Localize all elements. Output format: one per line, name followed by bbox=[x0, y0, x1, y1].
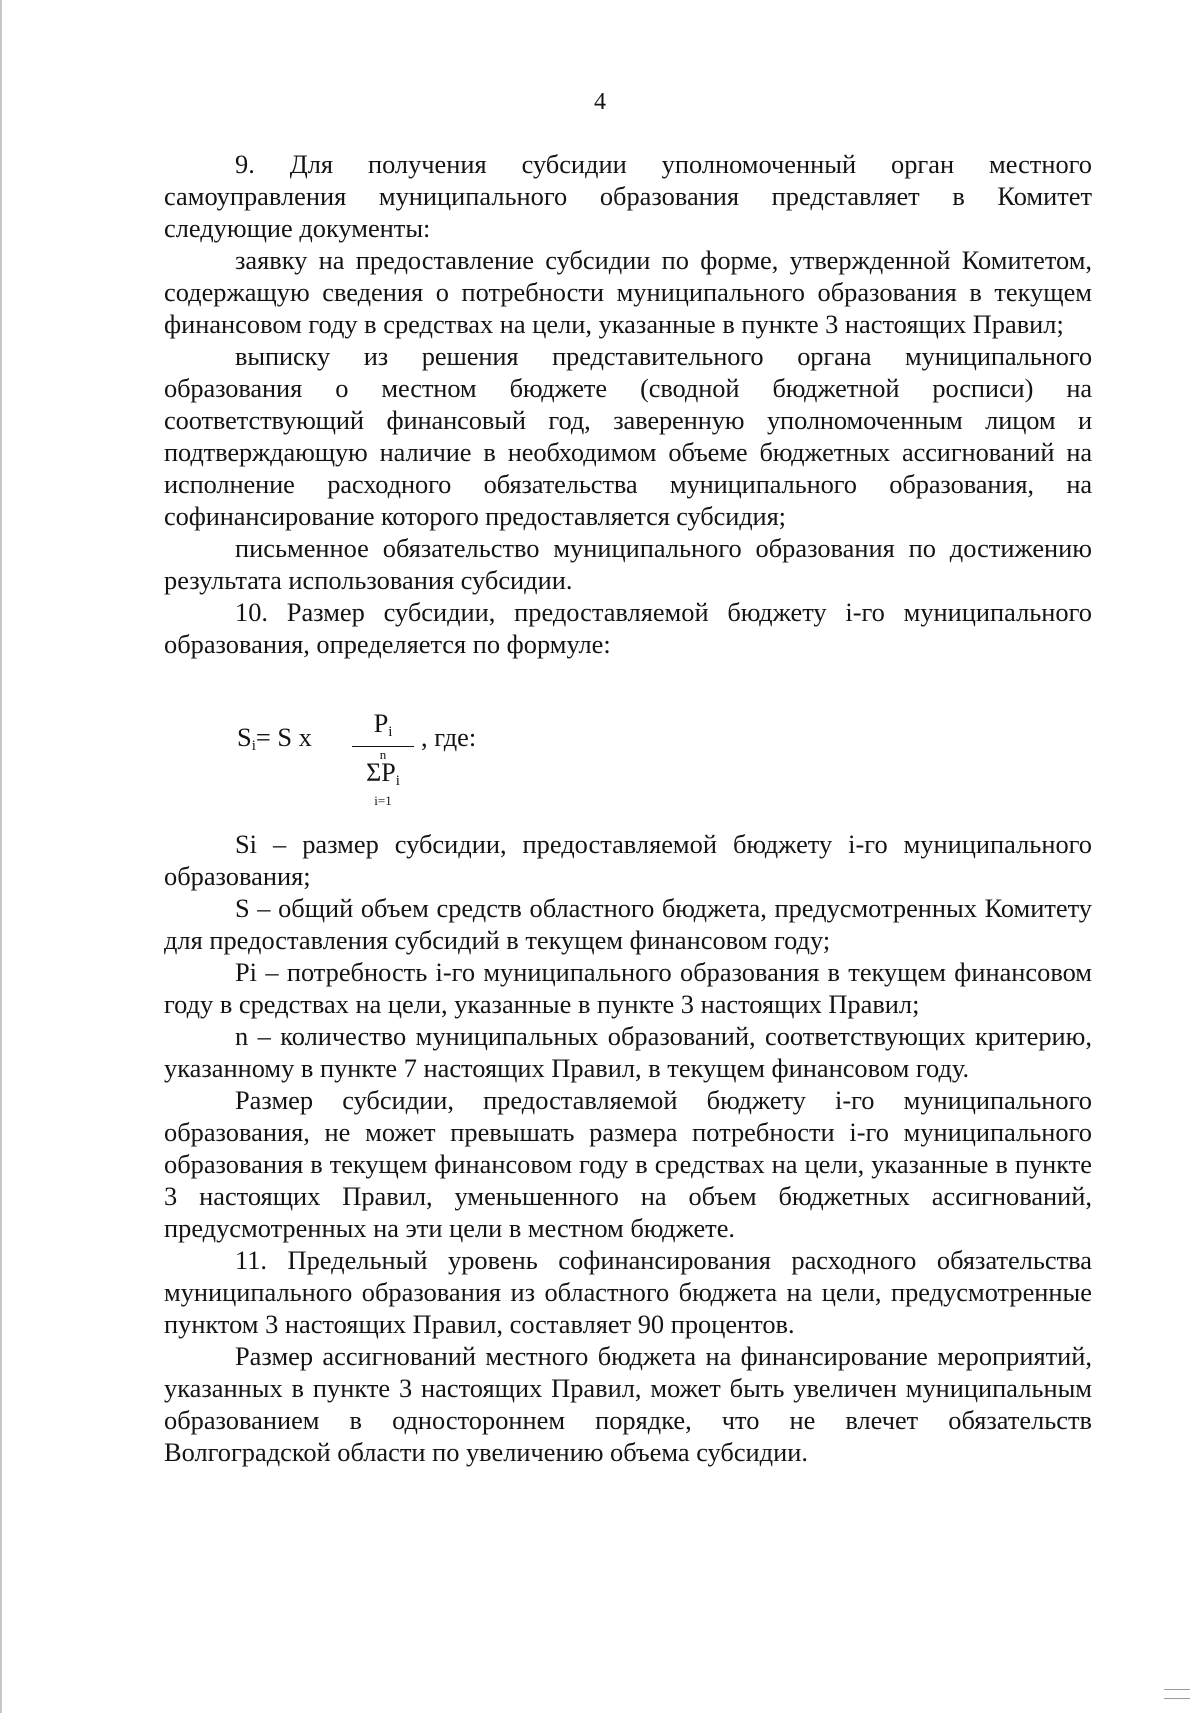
definition-n: n – количество муниципальных образований, соответствующих критерию, указанному в пункте 7 настоящих Правил, в текущем финансовом году. bbox=[164, 1021, 1092, 1083]
formula-numerator-subscript: i bbox=[388, 724, 393, 740]
formula-denominator bbox=[352, 758, 414, 793]
paragraph-local-budget: Размер ассигнований местного бюджета на финансирование мероприятий, указанных в пункте 3 настоящих Правил, может быть увеличен муниципальным образованием в одностороннем порядке, что не влечет обязательств Волгоградской области по увеличению объема субсидии. bbox=[164, 1341, 1092, 1467]
definition-s: S – общий объем средств областного бюджета, предусмотренных Комитету для предоставления субсидий в текущем финансовом году; bbox=[164, 893, 1092, 955]
document-body bbox=[164, 148, 1092, 1468]
formula-numerator bbox=[352, 710, 414, 747]
formula-lhs-subscript: i bbox=[251, 738, 256, 754]
paragraph-extract: выписку из решения представительного органа муниципального образования о местном бюджете (сводной бюджетной росписи) на соответствующий финансовый год, заверенную уполномоченным лицом и подтверждающую наличие в необходимом объеме бюджетных ассигнований на исполнение расходного обязательства муниципального образования, на софинансирование которого предоставляется субсидия; bbox=[164, 341, 1092, 531]
page-number: 4 bbox=[594, 89, 606, 115]
formula-sum-subscript: i bbox=[395, 773, 400, 789]
scan-corner-mark bbox=[1164, 1689, 1190, 1699]
formula-equals: = S x bbox=[255, 722, 312, 752]
scan-left-edge bbox=[0, 0, 2, 1713]
paragraph-item-9: 9. Для получения субсидии уполномоченный орган местного самоуправления муниципального образования представляет в Комитет следующие документы: bbox=[164, 149, 1092, 243]
formula-sum-lower: i=1 bbox=[374, 793, 392, 808]
paragraph-application: заявку на предоставление субсидии по форме, утвержденной Комитетом, содержащую сведения о потребности муниципального образования в текущем финансовом году в средствах на цели, указанные в пункте 3 настоящих Правил; bbox=[164, 245, 1092, 339]
paragraph-obligation: письменное обязательство муниципального образования по достижению результата использования субсидии. bbox=[164, 533, 1092, 595]
formula-lhs bbox=[237, 721, 312, 762]
paragraph-item-10: 10. Размер субсидии, предоставляемой бюджету i-го муниципального образования, определяется по формуле: bbox=[164, 597, 1092, 659]
formula-tail: , где: bbox=[421, 722, 477, 752]
paragraph-item-11: 11. Предельный уровень софинансирования расходного обязательства муниципального образования из областного бюджета на цели, предусмотренные пунктом 3 настоящих Правил, составляет 90 процентов. bbox=[164, 1245, 1092, 1339]
formula-numerator-symbol: P bbox=[373, 708, 389, 738]
subsidy-formula bbox=[164, 666, 1092, 828]
formula-sum-upper: n bbox=[379, 747, 387, 762]
definition-si: Si – размер субсидии, предоставляемой бюджету i-го муниципального образования; bbox=[164, 829, 1092, 891]
paragraph-limit: Размер субсидии, предоставляемой бюджету i-го муниципального образования, не может превышать размера потребности i-го муниципального образования в текущем финансовом году в средствах на цели, указанные в пункте 3 настоящих Правил, уменьшенного на объем бюджетных ассигнований, предусмотренных на эти цели в местном бюджете. bbox=[164, 1085, 1092, 1243]
formula-fraction bbox=[352, 710, 414, 809]
definition-pi: Pi – потребность i-го муниципального образования в текущем финансовом году в средствах на цели, указанные в пункте 3 настоящих Правил; bbox=[164, 957, 1092, 1019]
formula-sum-symbol: ΣP bbox=[366, 758, 396, 787]
formula-lhs-symbol: S bbox=[237, 722, 252, 752]
